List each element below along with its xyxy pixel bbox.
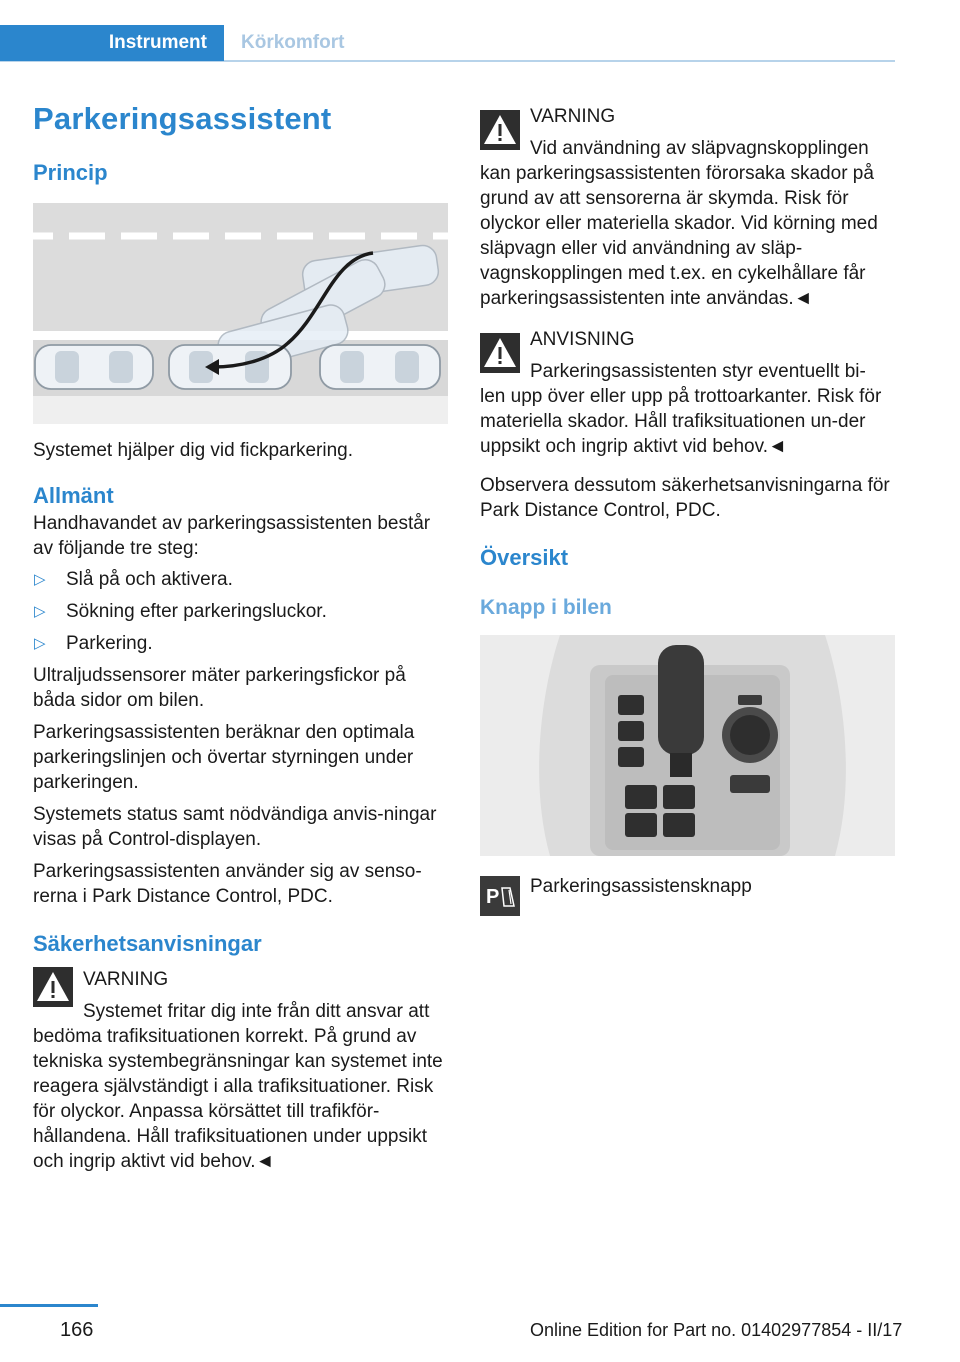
overview-heading: Översikt bbox=[480, 545, 569, 570]
list-item: ▷ Sökning efter parkeringsluckor. bbox=[34, 601, 327, 622]
paragraph-line: Parkeringsassistenten beräknar den optimala parkeringslinjen och övertar styrningen under parkeringen. bbox=[33, 722, 415, 793]
page-title: Parkeringsassistent bbox=[33, 101, 332, 136]
warning-triangle-icon bbox=[480, 333, 520, 373]
console-photo bbox=[480, 635, 895, 856]
safety-heading: Säkerhetsanvisningar bbox=[33, 931, 262, 956]
list-item: ▷ Parkering. bbox=[34, 633, 153, 654]
header-tabs bbox=[0, 25, 895, 62]
paragraph-status: Systemets status samt nödvändiga anvis-ningar visas på Control-displayen. bbox=[33, 804, 437, 850]
warning-text: bedöma trafiksituationen korrekt. På grund av tekniska systembegränsningar kan systemet inte reagera självständigt i alla trafiksituationer. Risk för olyckor. Anpassa körsättet till trafikför-hållandena. Håll trafiksituationen under uppsikt och ingrip aktivt vid behov.◄ bbox=[33, 1026, 443, 1172]
tab-korkomfort[interactable]: Körkomfort bbox=[241, 32, 345, 53]
paragraph-pdc: Parkeringsassistenten använder sig av senso-rerna i Park Distance Control, PDC. bbox=[33, 861, 422, 907]
page-number: 166 bbox=[60, 1319, 94, 1341]
footer-rule bbox=[0, 1304, 98, 1307]
edition-text: Online Edition for Part no. 01402977854 - II/17 bbox=[530, 1320, 903, 1340]
center-console-illustration bbox=[480, 635, 895, 856]
general-heading: Allmänt bbox=[33, 483, 114, 508]
notice-text-first: Parkeringsassistenten styr eventuellt bi- bbox=[530, 361, 866, 382]
observe-paragraph: Observera dessutom säkerhetsanvisningarna för Park Distance Control, PDC. bbox=[480, 475, 890, 521]
parking-assist-button-icon bbox=[480, 876, 520, 916]
warning-label: VARNING bbox=[530, 106, 616, 127]
warning-note bbox=[33, 967, 448, 1174]
triangle-bullet-icon: ▷ bbox=[34, 635, 46, 652]
right-column bbox=[480, 104, 895, 916]
general-intro: Handhavandet av parkeringsassistenten består av följande tre steg: bbox=[33, 513, 431, 559]
notice-label: ANVISNING bbox=[530, 329, 635, 350]
notice-note bbox=[480, 327, 895, 459]
warning-triangle-icon bbox=[33, 967, 73, 1007]
warning-label: VARNING bbox=[83, 969, 169, 990]
warning-text: kan parkeringsassistenten förorsaka skador på grund av att sensorerna är skymda. Risk för olyckor eller materiella skador. Vid körning med släpvagn eller vid användning av släp-vagnskopplingen med t.ex. en cykelhållare får parkeringsassistenten inte användas.◄ bbox=[480, 163, 878, 309]
warning-text-first: Systemet fritar dig inte från ditt ansvar att bbox=[83, 1001, 430, 1022]
tab-instrument[interactable]: Instrument bbox=[0, 25, 224, 61]
paragraph-sensors: Ultraljudssensorer mäter parkeringsfickor på båda sidor om bilen. bbox=[33, 665, 406, 711]
left-column bbox=[33, 98, 448, 1174]
warning-text-first: Vid användning av släpvagnskopplingen bbox=[530, 138, 869, 159]
triangle-bullet-icon: ▷ bbox=[34, 603, 46, 620]
principle-caption: Systemet hjälper dig vid fickparkering. bbox=[33, 440, 353, 461]
button-heading: Knapp i bilen bbox=[480, 596, 612, 619]
steps-list bbox=[33, 567, 448, 656]
triangle-bullet-icon: ▷ bbox=[34, 571, 46, 588]
list-item: ▷ Slå på och aktivera. bbox=[34, 569, 233, 590]
warning-note-trailer bbox=[480, 104, 895, 311]
warning-triangle-icon bbox=[480, 110, 520, 150]
button-caption-row bbox=[480, 876, 895, 916]
notice-text: len upp över eller upp på trottoarkanter. Risk för materiella skador. Håll trafiksituationen un-der uppsikt och ingrip aktivt vid behov.◄ bbox=[480, 386, 882, 457]
principle-heading: Princip bbox=[33, 160, 108, 185]
parking-illustration bbox=[33, 203, 448, 424]
button-caption: Parkeringsassistensknapp bbox=[530, 876, 752, 897]
svg-text:P: P bbox=[486, 886, 500, 908]
parallel-parking-diagram bbox=[33, 203, 448, 424]
